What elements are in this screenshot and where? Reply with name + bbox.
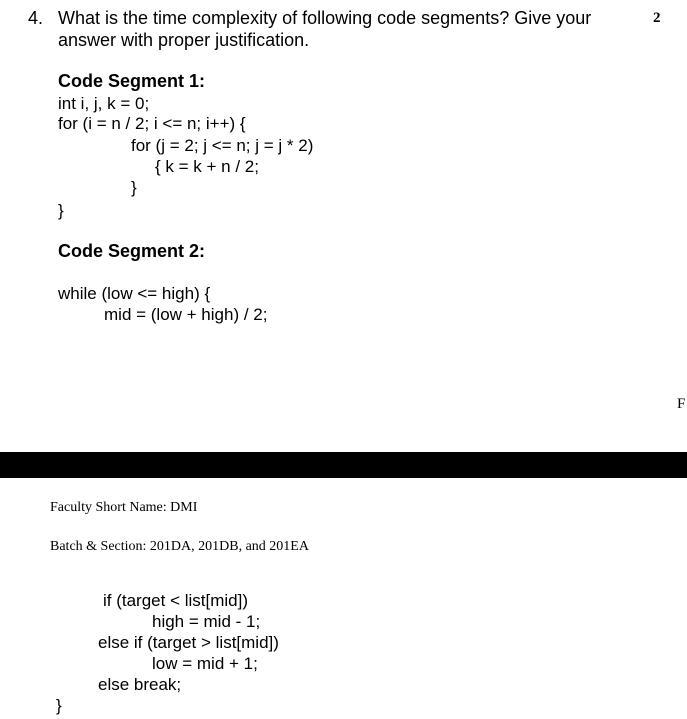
segment2-title: Code Segment 2: (58, 241, 206, 261)
segment1-line: int i, j, k = 0; (58, 94, 150, 113)
segment2-cont-line: else break; (98, 675, 182, 694)
question-text-line2: answer with proper justification. (58, 30, 310, 50)
question-number: 4. (28, 8, 44, 28)
segment2-cont-line: } (56, 696, 62, 715)
segment2-cont-line: low = mid + 1; (152, 654, 258, 673)
segment1-line: { k = k + n / 2; (155, 157, 259, 176)
marks-value: 2 (653, 10, 661, 26)
batch-section: Batch & Section: 201DA, 201DB, and 201EA (50, 539, 309, 554)
segment1-line: for (j = 2; j <= n; j = j * 2) (131, 136, 314, 155)
segment1-title: Code Segment 1: (58, 71, 206, 91)
segment1-line: for (i = n / 2; i <= n; i++) { (58, 114, 246, 133)
page-break-bar (0, 452, 687, 478)
question-text-line1: What is the time complexity of following code segments? Give your (58, 8, 592, 28)
segment2-cont-line: else if (target > list[mid]) (98, 633, 279, 652)
segment2-cont-line: high = mid - 1; (152, 612, 261, 631)
edge-letter: F (677, 396, 686, 412)
faculty-name: Faculty Short Name: DMI (50, 500, 198, 515)
segment1-line: } (131, 178, 137, 197)
segment2-cont-line: if (target < list[mid]) (103, 591, 249, 610)
segment2-line: while (low <= high) { (58, 284, 211, 303)
segment2-line: mid = (low + high) / 2; (104, 305, 268, 324)
segment1-line: } (58, 201, 64, 220)
